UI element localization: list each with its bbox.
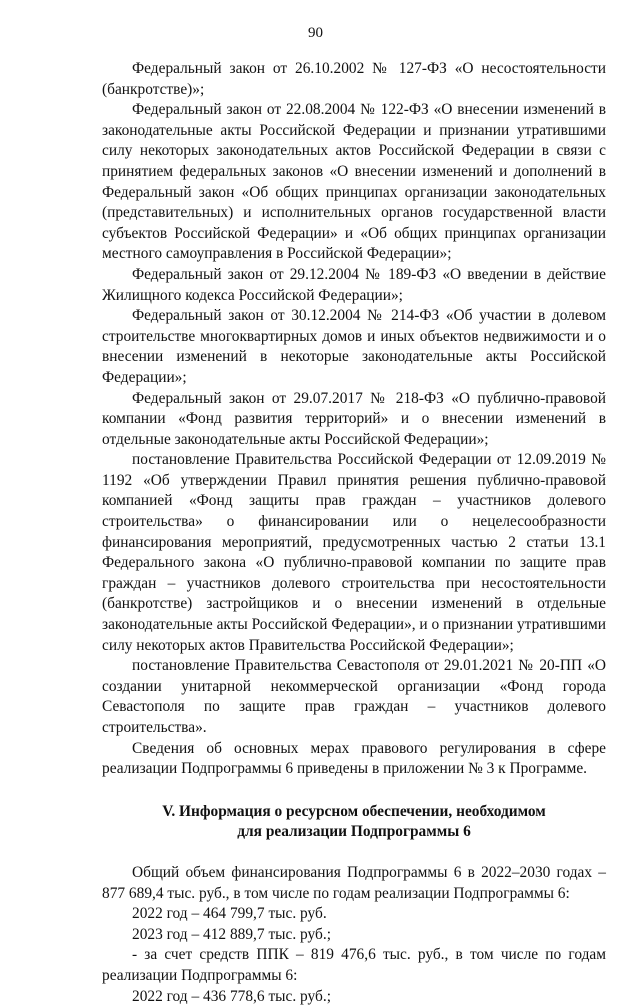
paragraph-ppk-2022: 2022 год – 436 778,6 тыс. руб.;: [132, 987, 331, 1005]
paragraph-resolution-1192: постановление Правительства Российской Федерации от 12.09.2019 № 1192 «Об утверждении Правил принятия решения публично-правовой компанией «Фонд защиты прав граждан – участников долевого строительства» о финансировании или о нецелесообразности финансирования мероприятий, предусмотренных частью 2 статьи 13.1 Федерального закона «О публично-правовой компании по защите прав граждан – участников долевого строительства при несостоятельности (банкротстве) застройщиков и о внесении изменений в отдельные законодательные акты Российской Федерации», и о признании утратившими силу некоторых актов Правительства Российской Федерации»;: [102, 451, 606, 654]
paragraph-total-funding: Общий объем финансирования Подпрограммы 6 в 2022–2030 годах – 877 689,4 тыс. руб., в том числе по годам реализации Подпрограммы 6:: [102, 863, 606, 902]
section-title-line-1: V. Информация о ресурсном обеспечении, необходимом: [162, 802, 546, 820]
paragraph-law-122fz: Федеральный закон от 22.08.2004 № 122-ФЗ «О внесении изменений в законодательные акты Российской Федерации и признании утратившими силу некоторых законодательных актов Российской Федерации в связи с принятием федеральных законов «О внесении изменений и дополнений в Федеральный закон «Об общих принципах организации законодательных (представительных) и исполнительных органов государственной власти субъектов Российской Федерации» и «Об общих принципах организации местного самоуправления в Российской Федерации»;: [102, 101, 606, 263]
section-title-line-2: для реализации Подпрограммы 6: [237, 823, 471, 841]
paragraph-resolution-20pp: постановление Правительства Севастополя от 29.01.2021 № 20-ПП «О создании унитарной некоммерческой организации «Фонд города Севастополя по защите прав граждан – участников долевого строительства».: [102, 657, 606, 736]
paragraph-law-214fz: Федеральный закон от 30.12.2004 № 214-ФЗ «Об участии в долевом строительстве многоквартирных домов и иных объектов недвижимости и о внесении изменений в некоторые законодательные акты Российской Федерации»;: [102, 307, 606, 386]
page-content: [102, 59, 606, 1007]
paragraph-funding-2023: 2023 год – 412 889,7 тыс. руб.;: [132, 925, 331, 943]
paragraph-law-127fz: Федеральный закон от 26.10.2002 № 127-ФЗ «О несостоятельности (банкротстве)»;: [102, 60, 606, 98]
page-number: 90: [308, 25, 323, 41]
paragraph-appendix-reference: Сведения об основных мерах правового регулирования в сфере реализации Подпрограммы 6 приведены в приложении № 3 к Программе.: [102, 739, 606, 778]
paragraph-law-189fz: Федеральный закон от 29.12.2004 № 189-ФЗ «О введении в действие Жилищного кодекса Российской Федерации»;: [102, 265, 606, 304]
paragraph-funding-2022: 2022 год – 464 799,7 тыс. руб.: [132, 905, 327, 923]
paragraph-ppk-funding: - за счет средств ППК – 819 476,6 тыс. руб., в том числе по годам реализации Подпрограммы 6:: [102, 946, 606, 984]
paragraph-law-218fz: Федеральный закон от 29.07.2017 № 218-ФЗ «О публично-правовой компании «Фонд развития территорий» и о внесении изменений в отдельные законодательные акты Российской Федерации»;: [102, 389, 606, 448]
